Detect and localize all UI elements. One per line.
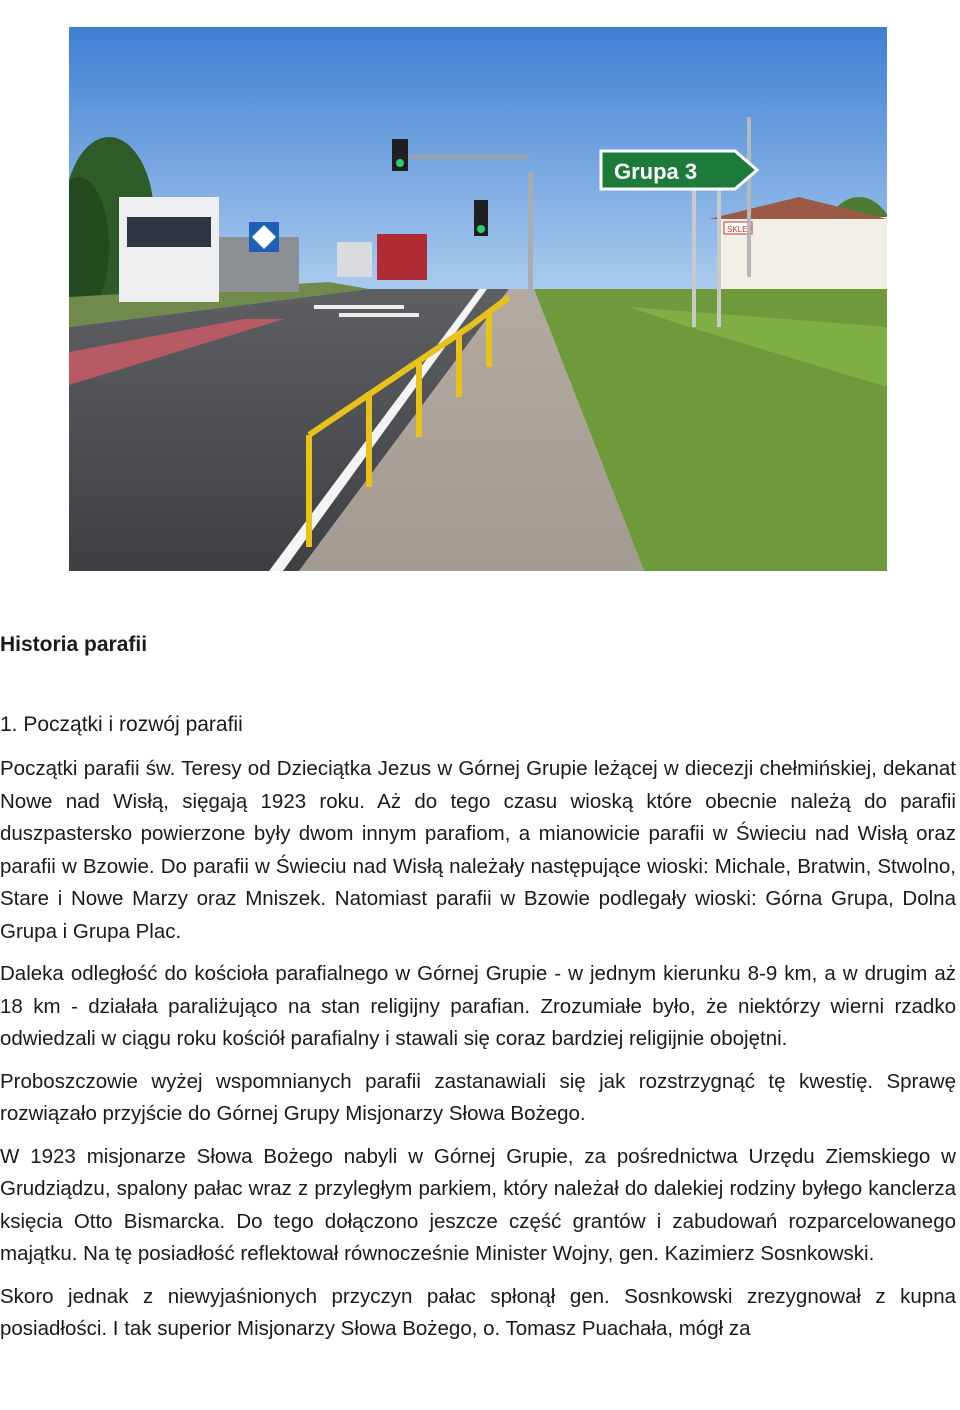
section-title: 1. Początki i rozwój parafii [0, 713, 243, 736]
paragraph: Proboszczowie wyżej wspomnianych parafii zastanawiali się jak rozstrzygnąć tę kwestię. Sprawę rozwiązało przyjście do Górnej Grupy Misjonarzy Słowa Bożego. [0, 1069, 956, 1125]
page-heading: Historia parafii [0, 633, 148, 656]
paragraph: Początki parafii św. Teresy od Dzieciątka Jezus w Górnej Grupie leżącej w diecezji chełmińskiej, dekanat Nowe nad Wisłą, sięgają 1923 roku. Aż do tego czasu wioską które obecnie należą do parafii duszpastersko powierzone były dwom innym parafiom, a mianowicie parafii w Świeciu nad Wisłą oraz parafii w Bzowie. Do parafii w Świeciu nad Wisłą należały następujące wioski: Michale, Bratwin, Stwolno, Stare i Nowe Marzy oraz Mniszek. Natomiast parafii w Bzowie podlegały wioski: Górna Grupa, Dolna Grupa i Grupa Plac. [0, 757, 956, 943]
shop-sign-text: SKLEP [727, 225, 753, 234]
paragraph: W 1923 misjonarze Słowa Bożego nabyli w Górnej Grupie, za pośrednictwa Urzędu Ziemskiego w Grudziądzu, spalony pałac wraz z przyległym parkiem, który należał do dalekiej rodziny byłego kanclerza księcia Otto Bismarcka. Do tego dołączono jeszcze część grantów i zabudowań rozparcelowanego majątku. Na tę posiadłość reflektował równocześnie Minister Wojny, gen. Kazimierz Sosnkowski. [0, 1144, 956, 1265]
road-photo [69, 27, 887, 571]
body-text [0, 753, 956, 1356]
direction-sign-text: Grupa 3 [614, 159, 698, 184]
paragraph: Skoro jednak z niewyjaśnionych przyczyn pałac spłonął gen. Sosnkowski zrezygnował z kupna posiadłości. I tak superior Misjonarzy Słowa Bożego, o. Tomasz Puachała, mógł za [0, 1284, 956, 1340]
paragraph: Daleka odległość do kościoła parafialnego w Górnej Grupie - w jednym kierunku 8-9 km, a w drugim aż 18 km - działała paraliżująco na stan religijny parafian. Zrozumiałe było, że niektórzy wierni rzadko odwiedzali w ciągu roku kościół parafialny i stawali się coraz bardziej religijnie obojętni. [0, 962, 956, 1050]
truck [119, 197, 219, 302]
road-scene-image [69, 27, 887, 571]
